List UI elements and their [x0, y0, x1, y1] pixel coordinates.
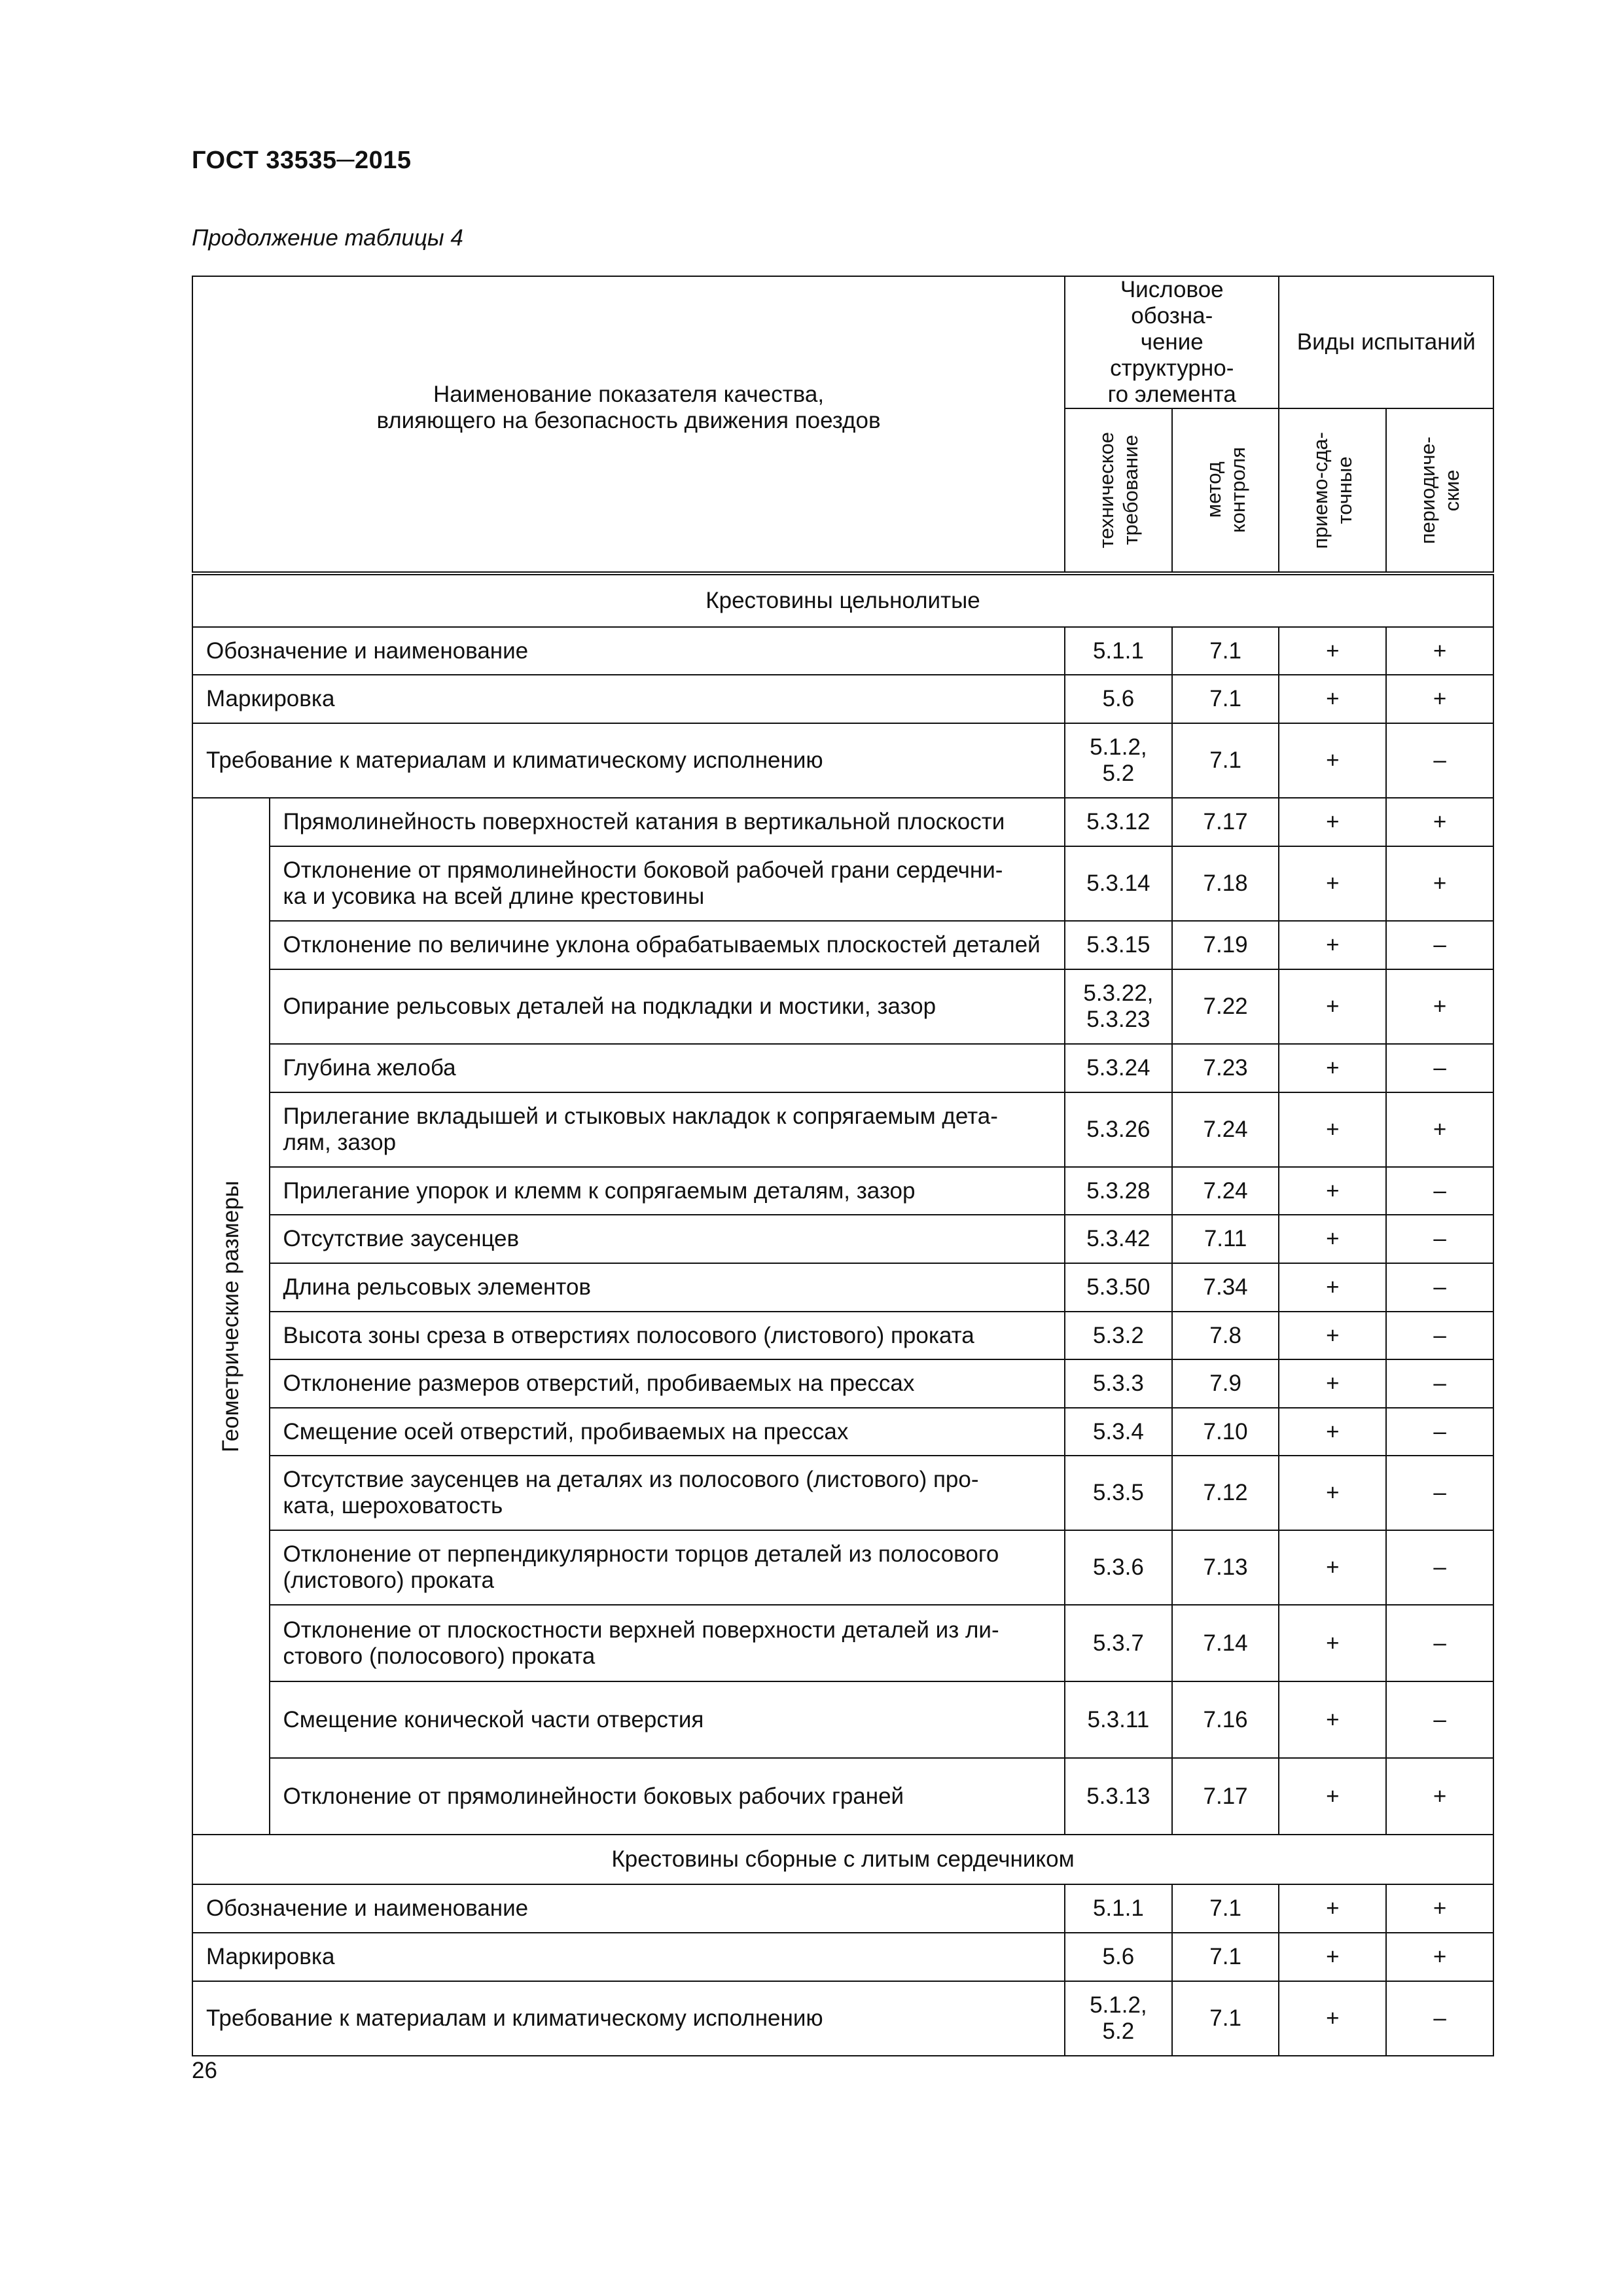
row-periodic: –	[1386, 921, 1493, 969]
table-row	[192, 1933, 1493, 1981]
row-method: 7.8	[1172, 1312, 1279, 1359]
row-acceptance: +	[1279, 969, 1386, 1044]
row-periodic: –	[1386, 1605, 1493, 1681]
row-name: Смещение осей отверстий, пробиваемых на прессах	[270, 1408, 1065, 1456]
row-method: 7.1	[1172, 723, 1279, 798]
row-acceptance: +	[1279, 1263, 1386, 1312]
row-tech-req: 5.6	[1065, 1933, 1172, 1981]
table-row	[192, 1981, 1493, 2056]
row-tech-req: 5.3.3	[1065, 1359, 1172, 1408]
header-indicator-name: Наименование показателя качества, влияющего на безопасность движения поездов	[192, 276, 1065, 573]
table-row	[192, 1263, 1493, 1312]
row-name: Отклонение от плоскостности верхней поверхности деталей из ли- стового (полосового) проката	[270, 1605, 1065, 1681]
row-name: Глубина желоба	[270, 1044, 1065, 1092]
row-method: 7.1	[1172, 627, 1279, 675]
row-periodic: –	[1386, 1530, 1493, 1605]
document-title: ГОСТ 33535─2015	[192, 147, 412, 174]
row-acceptance: +	[1279, 1933, 1386, 1981]
row-acceptance: +	[1279, 1359, 1386, 1408]
row-name: Требование к материалам и климатическому исполнению	[192, 723, 1065, 798]
row-method: 7.10	[1172, 1408, 1279, 1456]
subheader-acceptance-text: приемо-сда- точные	[1309, 431, 1357, 549]
row-periodic: +	[1386, 1933, 1493, 1981]
row-tech-req: 5.3.12	[1065, 798, 1172, 846]
table-row	[192, 1758, 1493, 1835]
row-periodic: +	[1386, 675, 1493, 723]
row-tech-req: 5.1.1	[1065, 627, 1172, 675]
row-method: 7.13	[1172, 1530, 1279, 1605]
row-periodic: –	[1386, 1167, 1493, 1215]
row-periodic: +	[1386, 1884, 1493, 1933]
row-name: Опирание рельсовых деталей на подкладки и мостики, зазор	[270, 969, 1065, 1044]
row-name: Отклонение от перпендикулярности торцов деталей из полосового (листового) проката	[270, 1530, 1065, 1605]
row-method: 7.17	[1172, 1758, 1279, 1835]
table-row	[192, 921, 1493, 969]
table-row	[192, 969, 1493, 1044]
subheader-technical-requirement-text: техническое требование	[1094, 432, 1142, 548]
row-tech-req: 5.3.14	[1065, 846, 1172, 921]
row-periodic: +	[1386, 846, 1493, 921]
row-name: Маркировка	[192, 1933, 1065, 1981]
row-tech-req: 5.3.15	[1065, 921, 1172, 969]
row-acceptance: +	[1279, 675, 1386, 723]
row-acceptance: +	[1279, 1605, 1386, 1681]
row-method: 7.16	[1172, 1681, 1279, 1758]
row-name: Смещение конической части отверстия	[270, 1681, 1065, 1758]
row-acceptance: +	[1279, 1167, 1386, 1215]
row-periodic: –	[1386, 1408, 1493, 1456]
row-periodic: –	[1386, 1215, 1493, 1263]
row-tech-req: 5.1.2, 5.2	[1065, 1981, 1172, 2056]
table-row	[192, 1044, 1493, 1092]
row-periodic: +	[1386, 1758, 1493, 1835]
table-row	[192, 1681, 1493, 1758]
row-tech-req: 5.1.2, 5.2	[1065, 723, 1172, 798]
row-periodic: –	[1386, 1312, 1493, 1359]
row-periodic: –	[1386, 1981, 1493, 2056]
row-name: Требование к материалам и климатическому исполнению	[192, 1981, 1065, 2056]
subheader-control-method	[1172, 408, 1279, 573]
row-acceptance: +	[1279, 1981, 1386, 2056]
row-method: 7.34	[1172, 1263, 1279, 1312]
row-method: 7.24	[1172, 1167, 1279, 1215]
row-tech-req: 5.3.50	[1065, 1263, 1172, 1312]
row-method: 7.18	[1172, 846, 1279, 921]
row-tech-req: 5.3.22, 5.3.23	[1065, 969, 1172, 1044]
table-row	[192, 1167, 1493, 1215]
table-row	[192, 846, 1493, 921]
row-method: 7.9	[1172, 1359, 1279, 1408]
row-name: Прилегание упорок и клемм к сопрягаемым деталям, зазор	[270, 1167, 1065, 1215]
quality-indicators-table	[192, 276, 1494, 2056]
subheader-periodic-text: периодиче- ские	[1416, 436, 1464, 545]
row-method: 7.1	[1172, 1981, 1279, 2056]
row-tech-req: 5.3.42	[1065, 1215, 1172, 1263]
group-geometric-dimensions	[192, 798, 270, 1835]
row-acceptance: +	[1279, 1215, 1386, 1263]
row-periodic: +	[1386, 627, 1493, 675]
subheader-periodic	[1386, 408, 1493, 573]
row-acceptance: +	[1279, 1312, 1386, 1359]
row-name: Отсутствие заусенцев	[270, 1215, 1065, 1263]
row-tech-req: 5.3.7	[1065, 1605, 1172, 1681]
row-method: 7.1	[1172, 1884, 1279, 1933]
table-row	[192, 723, 1493, 798]
row-tech-req: 5.3.6	[1065, 1530, 1172, 1605]
row-periodic: –	[1386, 1044, 1493, 1092]
row-name: Прилегание вкладышей и стыковых накладок к сопрягаемым дета- лям, зазор	[270, 1092, 1065, 1167]
row-tech-req: 5.3.4	[1065, 1408, 1172, 1456]
row-name: Высота зоны среза в отверстиях полосового (листового) проката	[270, 1312, 1065, 1359]
table-row	[192, 1884, 1493, 1933]
row-method: 7.1	[1172, 675, 1279, 723]
subheader-control-method-text: метод контроля	[1202, 447, 1249, 533]
row-acceptance: +	[1279, 846, 1386, 921]
subheader-acceptance	[1279, 408, 1386, 573]
row-tech-req: 5.3.5	[1065, 1456, 1172, 1530]
row-name: Отклонение размеров отверстий, пробиваемых на прессах	[270, 1359, 1065, 1408]
row-method: 7.24	[1172, 1092, 1279, 1167]
row-periodic: +	[1386, 798, 1493, 846]
row-method: 7.22	[1172, 969, 1279, 1044]
table-row	[192, 1215, 1493, 1263]
table-row	[192, 1092, 1493, 1167]
section-title-assembled: Крестовины сборные с литым сердечником	[192, 1835, 1493, 1884]
row-periodic: –	[1386, 1359, 1493, 1408]
subheader-technical-requirement	[1065, 408, 1172, 573]
row-method: 7.19	[1172, 921, 1279, 969]
table-row	[192, 627, 1493, 675]
header-structural-element: Числовое обозна- чение структурно- го элемента	[1065, 276, 1279, 408]
page-number: 26	[192, 2058, 217, 2083]
row-tech-req: 5.3.24	[1065, 1044, 1172, 1092]
header-test-types: Виды испытаний	[1279, 276, 1493, 408]
row-acceptance: +	[1279, 723, 1386, 798]
row-tech-req: 5.6	[1065, 675, 1172, 723]
row-periodic: –	[1386, 723, 1493, 798]
group-geometric-dimensions-label: Геометрические размеры	[217, 1180, 243, 1452]
row-tech-req: 5.3.11	[1065, 1681, 1172, 1758]
row-name: Длина рельсовых элементов	[270, 1263, 1065, 1312]
row-method: 7.14	[1172, 1605, 1279, 1681]
table-row	[192, 1456, 1493, 1530]
row-method: 7.17	[1172, 798, 1279, 846]
row-name: Обозначение и наименование	[192, 627, 1065, 675]
row-name: Прямолинейность поверхностей катания в вертикальной плоскости	[270, 798, 1065, 846]
row-periodic: +	[1386, 1092, 1493, 1167]
table-caption: Продолжение таблицы 4	[192, 225, 463, 251]
row-periodic: +	[1386, 969, 1493, 1044]
row-tech-req: 5.3.28	[1065, 1167, 1172, 1215]
row-tech-req: 5.3.2	[1065, 1312, 1172, 1359]
row-name: Маркировка	[192, 675, 1065, 723]
row-name: Отклонение от прямолинейности боковой рабочей грани сердечни- ка и усовика на всей длине крестовины	[270, 846, 1065, 921]
row-acceptance: +	[1279, 1884, 1386, 1933]
row-name: Отклонение от прямолинейности боковых рабочих граней	[270, 1758, 1065, 1835]
row-periodic: –	[1386, 1681, 1493, 1758]
table-row	[192, 1605, 1493, 1681]
row-name: Отсутствие заусенцев на деталях из полосового (листового) про- ката, шероховатость	[270, 1456, 1065, 1530]
row-acceptance: +	[1279, 627, 1386, 675]
row-method: 7.12	[1172, 1456, 1279, 1530]
table-row	[192, 675, 1493, 723]
table-row	[192, 798, 1493, 846]
row-name: Обозначение и наименование	[192, 1884, 1065, 1933]
row-periodic: –	[1386, 1456, 1493, 1530]
table-row	[192, 1359, 1493, 1408]
row-tech-req: 5.1.1	[1065, 1884, 1172, 1933]
row-name: Отклонение по величине уклона обрабатываемых плоскостей деталей	[270, 921, 1065, 969]
row-acceptance: +	[1279, 1456, 1386, 1530]
row-tech-req: 5.3.26	[1065, 1092, 1172, 1167]
row-acceptance: +	[1279, 1758, 1386, 1835]
row-acceptance: +	[1279, 1530, 1386, 1605]
row-acceptance: +	[1279, 1681, 1386, 1758]
section-title-solid-cast: Крестовины цельнолитые	[192, 573, 1493, 627]
row-method: 7.1	[1172, 1933, 1279, 1981]
table-row	[192, 1530, 1493, 1605]
table-row	[192, 1408, 1493, 1456]
row-acceptance: +	[1279, 1092, 1386, 1167]
row-periodic: –	[1386, 1263, 1493, 1312]
row-tech-req: 5.3.13	[1065, 1758, 1172, 1835]
row-acceptance: +	[1279, 1044, 1386, 1092]
table-row	[192, 1312, 1493, 1359]
row-acceptance: +	[1279, 921, 1386, 969]
row-acceptance: +	[1279, 1408, 1386, 1456]
row-method: 7.23	[1172, 1044, 1279, 1092]
row-acceptance: +	[1279, 798, 1386, 846]
row-method: 7.11	[1172, 1215, 1279, 1263]
